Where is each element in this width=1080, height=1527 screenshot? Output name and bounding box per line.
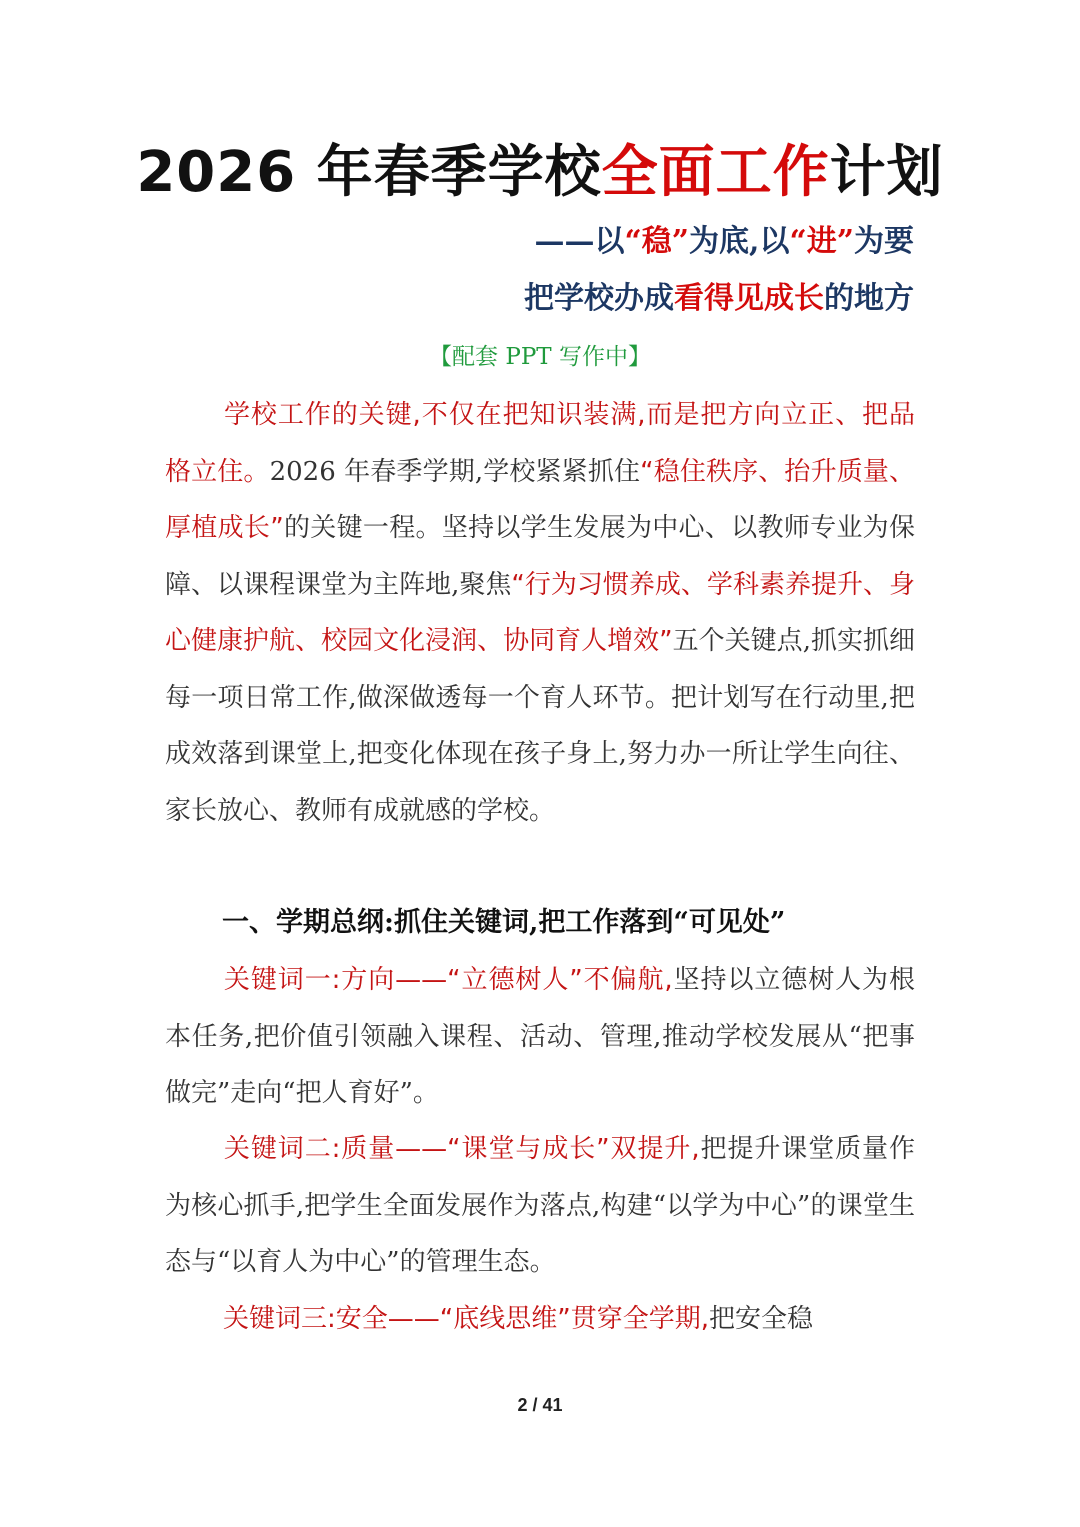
title-part2: 计划	[829, 140, 944, 205]
intro-emphasis-2: “稳住秩序、抬升质量、厚植成长”	[165, 456, 915, 543]
subtitle2-text2: 的地方	[824, 281, 914, 316]
document-title	[0, 138, 1080, 208]
keyword-paragraph-2	[165, 1121, 915, 1291]
subtitle-line-2	[524, 279, 914, 319]
intro-paragraph	[165, 387, 915, 839]
keyword-text-1: 坚持以立德树人为根本任务,把价值引领融入课程、活动、管理,推动学校发展从“把事做完”走向“把人育好”。	[165, 965, 915, 1108]
keyword-label-2: 关键词二:质量——“课堂与成长”双提升,	[223, 1134, 700, 1164]
ppt-note: 【配套 PPT 写作中】	[429, 344, 651, 370]
intro-text-3: 五个关键点,抓实抓细每一项日常工作,做深做透每一个育人环节。把计划写在行动里,把成效落到课堂上,把变化体现在孩子身上,努力办一所让学生向往、家长放心、教师有成就感的学校。	[165, 626, 915, 826]
page-number: 2 / 41	[517, 1395, 563, 1415]
subtitle1-text3: 为要	[854, 224, 914, 259]
subtitle1-highlight2: “进”	[789, 224, 854, 259]
section-heading: 一、学期总纲:抓住关键词,把工作落到“可见处”	[222, 907, 786, 938]
subtitle1-text2: 为底,以	[689, 224, 790, 259]
title-highlight: 全面工作	[601, 140, 830, 205]
keyword-text-3: 把安全稳	[708, 1304, 813, 1334]
intro-emphasis-1: 学校工作的关键,不仅在把知识装满,而是把方向立正、把品格立住。	[165, 400, 915, 487]
title-part1: 2026 年春季学校	[136, 140, 602, 205]
keyword-label-1: 关键词一:方向——“立德树人”不偏航,	[223, 965, 673, 995]
subtitle2-highlight: 看得见成长	[674, 281, 824, 316]
intro-emphasis-3: “行为习惯养成、学科素养提升、身心健康护航、校园文化浸润、协同育人增效”	[165, 569, 915, 656]
keyword-paragraph-3	[165, 1291, 915, 1348]
subtitle1-highlight1: “稳”	[624, 224, 690, 259]
subtitle2-text1: 把学校办成	[524, 281, 674, 316]
intro-text-2: 的关键一程。坚持以学生发展为中心、以教师专业为保障、以课程课堂为主阵地,聚焦	[165, 513, 915, 600]
subtitle1-text1: ——以	[534, 224, 625, 259]
keyword-paragraph-1	[165, 952, 915, 1122]
keyword-label-3: 关键词三:安全——“底线思维”贯穿全学期,	[223, 1304, 709, 1334]
subtitle-line-1	[535, 222, 914, 262]
keyword-text-2: 把提升课堂质量作为核心抓手,把学生全面发展作为落点,构建“以学为中心”的课堂生态与“以育人为中心”的管理生态。	[165, 1134, 915, 1277]
intro-text-1: 2026 年春季学期,学校紧紧抓住	[269, 456, 641, 487]
